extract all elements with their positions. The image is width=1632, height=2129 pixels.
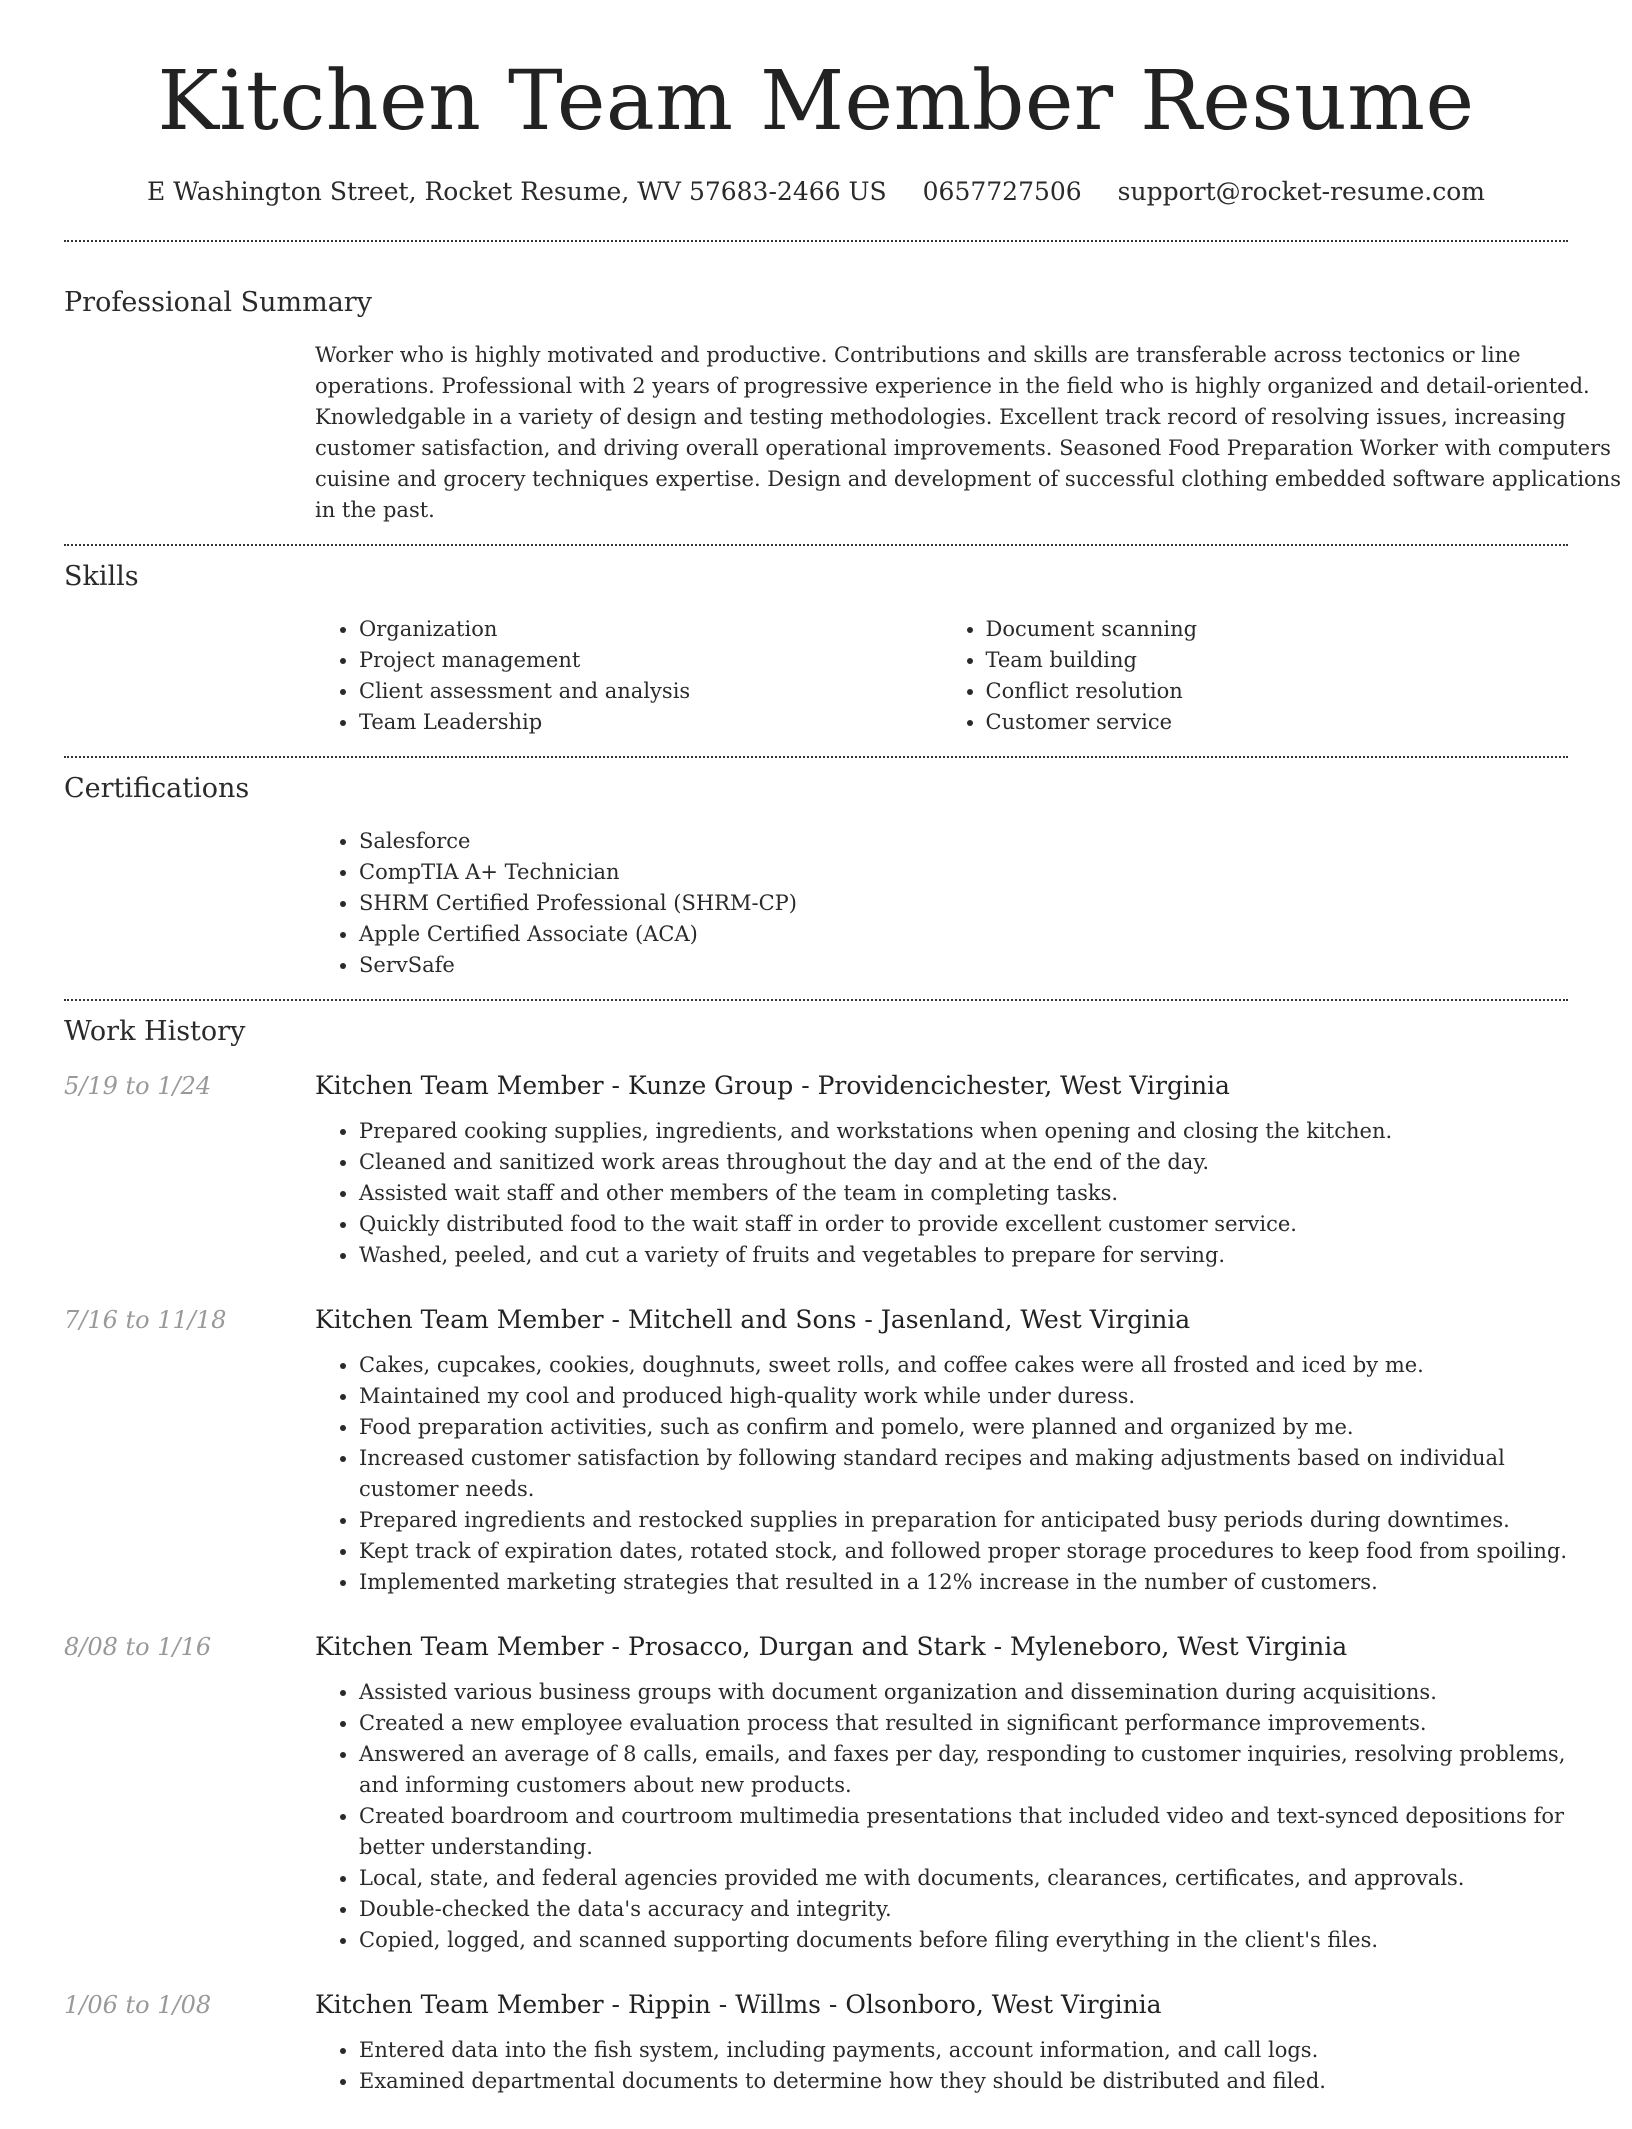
job-title: Kitchen Team Member - Kunze Group - Providencichester, West Virginia [315, 1071, 1230, 1100]
job-dates: 8/08 to 1/16 [64, 1633, 212, 1661]
job-body [315, 1069, 1567, 1303]
job-body [315, 1303, 1567, 1630]
job-bullet: • Cakes, cupcakes, cookies, doughnuts, sweet rolls, and coffee cakes were all frosted and iced by me. [359, 1350, 1567, 1381]
job-bullet: • Copied, logged, and scanned supporting documents before filing everything in the client's files. [359, 1925, 1567, 1956]
job-entry [64, 1069, 1568, 1303]
divider [64, 544, 1568, 546]
job-entry [64, 1988, 1568, 2129]
job-bullet: • Food preparation activities, such as confirm and pomelo, were planned and organized by me. [359, 1412, 1567, 1443]
job-bullets [315, 1677, 1567, 1956]
section-title-summary: Professional Summary [64, 287, 372, 318]
certification-item: • Salesforce [359, 826, 1568, 857]
job-bullet: • Examined departmental documents to determine how they should be distributed and filed. [359, 2066, 1567, 2097]
divider [64, 240, 1568, 242]
job-bullet: • Created a new employee evaluation process that resulted in significant performance improvements. [359, 1708, 1567, 1739]
certification-item: • CompTIA A+ Technician [359, 857, 1568, 888]
job-bullet: • Kept track of expiration dates, rotated stock, and followed proper storage procedures to keep food from spoiling. [359, 1536, 1567, 1567]
certification-item: • ServSafe [359, 950, 1568, 981]
job-dates: 5/19 to 1/24 [64, 1072, 212, 1100]
job-bullets [315, 2035, 1567, 2097]
section-title-work-history: Work History [64, 1016, 246, 1047]
skill-item: • Team building [986, 645, 1569, 676]
job-bullet: • Local, state, and federal agencies provided me with documents, clearances, certificates, and approvals. [359, 1863, 1567, 1894]
skills-column-right [942, 614, 1569, 738]
resume-title: Kitchen Team Member Resume [157, 54, 1475, 149]
job-dates: 1/06 to 1/08 [64, 1991, 212, 2019]
divider [64, 999, 1568, 1001]
skill-item: • Project management [359, 645, 942, 676]
divider [64, 756, 1568, 758]
address: E Washington Street, Rocket Resume, WV 57683-2466 US [147, 177, 887, 206]
skill-item: • Customer service [986, 707, 1569, 738]
summary-text: Worker who is highly motivated and productive. Contributions and skills are transferable across tectonics or line operations. Professional with 2 years of progressive experience in the field who is highly organized and detail-oriented. Knowledgable in a variety of design and testing methodologies. Excellent track record of resolving issues, increasing customer satisfaction, and driving overall operational improvements. Seasoned Food Preparation Worker with computers cuisine and grocery techniques expertise. Design and development of successful clothing embedded software applications in the past. [315, 343, 1621, 522]
job-bullet: • Created boardroom and courtroom multimedia presentations that included video and text-synced depositions for better understanding. [359, 1801, 1567, 1863]
job-title: Kitchen Team Member - Prosacco, Durgan and Stark - Myleneboro, West Virginia [315, 1632, 1348, 1661]
section-title-certifications: Certifications [64, 773, 250, 804]
job-bullet: • Prepared cooking supplies, ingredients, and workstations when opening and closing the kitchen. [359, 1116, 1567, 1147]
job-bullets [315, 1350, 1567, 1598]
job-body [315, 1630, 1567, 1988]
job-bullet: • Washed, peeled, and cut a variety of fruits and vegetables to prepare for serving. [359, 1240, 1567, 1271]
skills-column-left [315, 614, 942, 738]
job-bullet: • Double-checked the data's accuracy and integrity. [359, 1894, 1567, 1925]
job-bullets [315, 1116, 1567, 1271]
job-bullet: • Maintained my cool and produced high-quality work while under duress. [359, 1381, 1567, 1412]
job-bullet: • Increased customer satisfaction by following standard recipes and making adjustments based on individual customer needs. [359, 1443, 1567, 1505]
skill-item: • Document scanning [986, 614, 1569, 645]
skills-list [315, 614, 1568, 738]
job-entry [64, 1303, 1568, 1630]
job-bullet: • Answered an average of 8 calls, emails, and faxes per day, responding to customer inquiries, resolving problems, and informing customers about new products. [359, 1739, 1567, 1801]
skill-item: • Conflict resolution [986, 676, 1569, 707]
job-bullet: • Entered data into the fish system, including payments, account information, and call logs. [359, 2035, 1567, 2066]
phone: 0657727506 [922, 177, 1082, 206]
job-dates: 7/16 to 11/18 [64, 1306, 227, 1334]
job-bullet: • Quickly distributed food to the wait staff in order to provide excellent customer service. [359, 1209, 1567, 1240]
contact-line [64, 174, 1568, 210]
skill-item: • Client assessment and analysis [359, 676, 942, 707]
job-bullet: • Implemented marketing strategies that resulted in a 12% increase in the number of customers. [359, 1567, 1567, 1598]
certifications-list [315, 826, 1568, 981]
job-bullet: • Assisted wait staff and other members of the team in completing tasks. [359, 1178, 1567, 1209]
job-body [315, 1988, 1567, 2129]
skill-item: • Organization [359, 614, 942, 645]
certification-item: • SHRM Certified Professional (SHRM-CP) [359, 888, 1568, 919]
skill-item: • Team Leadership [359, 707, 942, 738]
job-title: Kitchen Team Member - Mitchell and Sons - Jasenland, West Virginia [315, 1305, 1191, 1334]
job-bullet: • Cleaned and sanitized work areas throughout the day and at the end of the day. [359, 1147, 1567, 1178]
job-entry [64, 1630, 1568, 1988]
section-title-skills: Skills [64, 561, 139, 592]
job-bullet: • Prepared ingredients and restocked supplies in preparation for anticipated busy periods during downtimes. [359, 1505, 1567, 1536]
certification-item: • Apple Certified Associate (ACA) [359, 919, 1568, 950]
email: support@rocket-resume.com [1117, 177, 1485, 206]
job-title: Kitchen Team Member - Rippin - Willms - Olsonboro, West Virginia [315, 1990, 1162, 2019]
job-bullet: • Assisted various business groups with document organization and dissemination during acquisitions. [359, 1677, 1567, 1708]
